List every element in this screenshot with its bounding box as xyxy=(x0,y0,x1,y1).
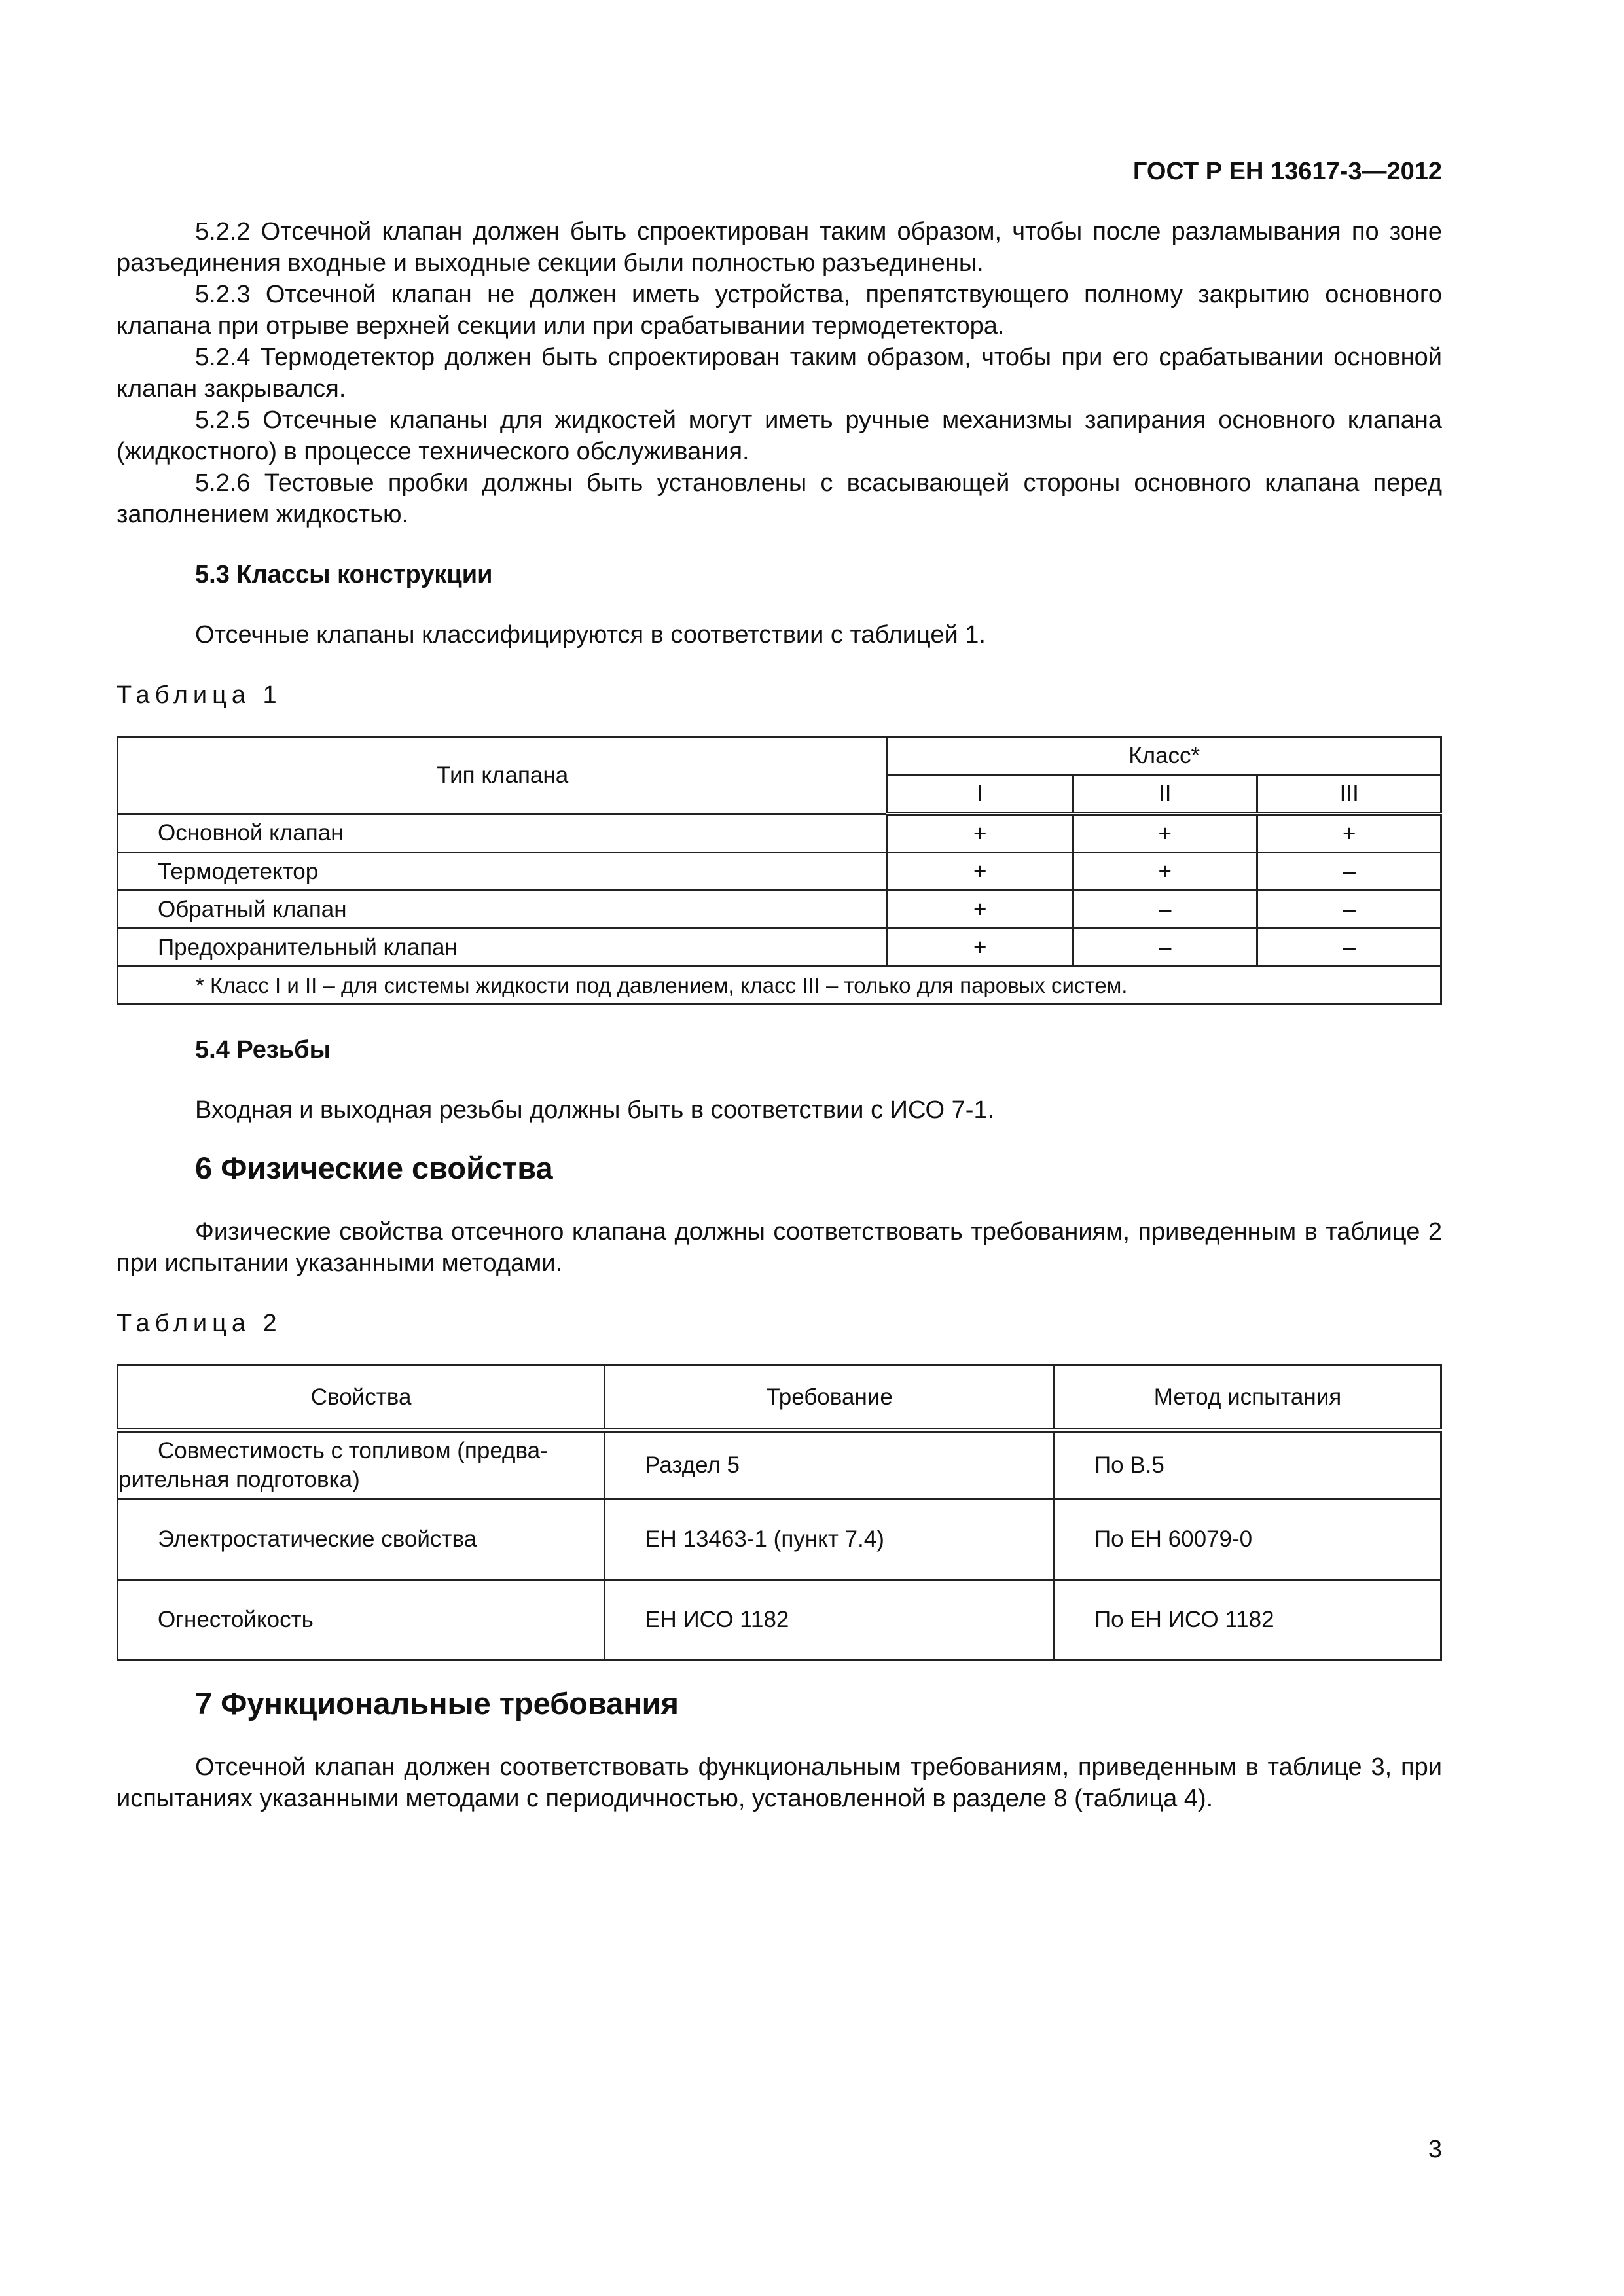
heading-6: 6 Физические свойства xyxy=(195,1151,553,1185)
table-1-cell: + xyxy=(888,891,1073,929)
table-1-footnote: * Класс I и II – для системы жидкости под давлением, класс III – только для паровых систем. xyxy=(118,967,1441,1005)
table-1-header-type: Тип клапана xyxy=(118,737,888,814)
table-2-property-line: Совместимость с топливом (предва- xyxy=(158,1438,548,1463)
paragraph-5-2-2: 5.2.2 Отсечной клапан должен быть спроектирован таким образом, чтобы после разламывания по зоне разъединения входные и выходные секции были полностью разъединены. xyxy=(117,218,1442,277)
text-5-4: Входная и выходная резьбы должны быть в соответствии с ИСО 7-1. xyxy=(195,1096,995,1124)
table-1-header-class: Класс* xyxy=(888,737,1441,775)
table-2-header-method: Метод испытания xyxy=(1054,1365,1441,1431)
table-1-class-ii: II xyxy=(1072,775,1257,814)
table-1-cell: + xyxy=(888,929,1073,967)
table-2-property: Огнестойкость xyxy=(118,1580,605,1660)
table-2-header-property: Свойства xyxy=(118,1365,605,1431)
table-2-method: По ЕН 60079-0 xyxy=(1054,1499,1441,1580)
table-2-caption: Таблица 2 xyxy=(117,1310,282,1337)
table-row xyxy=(118,853,1441,891)
table-2-method: По В.5 xyxy=(1054,1431,1441,1499)
table-1-cell: + xyxy=(888,814,1073,853)
table-2-requirement: Раздел 5 xyxy=(605,1431,1055,1499)
table-1-cell: + xyxy=(1072,853,1257,891)
table-1-caption: Таблица 1 xyxy=(117,681,282,709)
table-2-header-requirement: Требование xyxy=(605,1365,1055,1431)
table-row xyxy=(118,1499,1441,1580)
table-1-cell: – xyxy=(1072,891,1257,929)
paragraph-5-2-6: 5.2.6 Тестовые пробки должны быть установлены с всасывающей стороны основного клапана перед заполнением жидкостью. xyxy=(117,469,1442,528)
table-2-requirement: ЕН 13463-1 (пункт 7.4) xyxy=(605,1499,1055,1580)
table-1-cell: + xyxy=(1072,814,1257,853)
table-row xyxy=(118,891,1441,929)
table-2-method: По ЕН ИСО 1182 xyxy=(1054,1580,1441,1660)
table-1 xyxy=(117,736,1442,1005)
page-content xyxy=(117,216,1442,1814)
table-1-cell: – xyxy=(1257,891,1441,929)
table-1-cell: – xyxy=(1072,929,1257,967)
table-2-property-line: рительная подготовка) xyxy=(118,1467,360,1492)
table-1-class-iii: III xyxy=(1257,775,1441,814)
table-1-cell: – xyxy=(1257,929,1441,967)
paragraph-5-2-3: 5.2.3 Отсечной клапан не должен иметь устройства, препятствующего полному закрытию основного клапана при отрыве верхней секции или при срабатывании термодетектора. xyxy=(117,281,1442,340)
table-1-cell: + xyxy=(888,853,1073,891)
table-1-cell: + xyxy=(1257,814,1441,853)
document-id: ГОСТ Р ЕН 13617-3—2012 xyxy=(1132,158,1442,185)
table-row xyxy=(118,1580,1441,1660)
table-2 xyxy=(117,1364,1442,1661)
table-row xyxy=(118,814,1441,853)
table-1-class-i: I xyxy=(888,775,1073,814)
table-1-cell: – xyxy=(1257,853,1441,891)
table-row xyxy=(118,1431,1441,1499)
text-7: Отсечной клапан должен соответствовать функциональным требованиям, приведенным в таблице 3, при испытаниях указанными методами с периодичностью, установленной в разделе 8 (таблица 4). xyxy=(117,1753,1442,1812)
heading-5-3: 5.3 Классы конструкции xyxy=(195,561,493,588)
heading-7: 7 Функциональные требования xyxy=(195,1686,679,1721)
paragraph-5-2-5: 5.2.5 Отсечные клапаны для жидкостей могут иметь ручные механизмы запирания основного клапана (жидкостного) в процессе технического обслуживания. xyxy=(117,406,1442,465)
table-2-property: Электростатические свойства xyxy=(118,1499,605,1580)
table-1-row-name: Термодетектор xyxy=(118,853,888,891)
table-1-row-name: Основной клапан xyxy=(118,814,888,853)
table-1-row-name: Обратный клапан xyxy=(118,891,888,929)
paragraph-5-2-4: 5.2.4 Термодетектор должен быть спроектирован таким образом, чтобы при его срабатывании основной клапан закрывался. xyxy=(117,344,1442,403)
table-1-row-name: Предохранительный клапан xyxy=(118,929,888,967)
table-2-requirement: ЕН ИСО 1182 xyxy=(605,1580,1055,1660)
heading-5-4: 5.4 Резьбы xyxy=(195,1036,331,1064)
table-row xyxy=(118,929,1441,967)
page-number: 3 xyxy=(1428,2136,1442,2163)
text-6: Физические свойства отсечного клапана должны соответствовать требованиям, приведенным в таблице 2 при испытании указанными методами. xyxy=(117,1218,1442,1277)
table-2-property xyxy=(118,1431,605,1499)
text-5-3: Отсечные клапаны классифицируются в соответствии с таблицей 1. xyxy=(195,621,986,649)
